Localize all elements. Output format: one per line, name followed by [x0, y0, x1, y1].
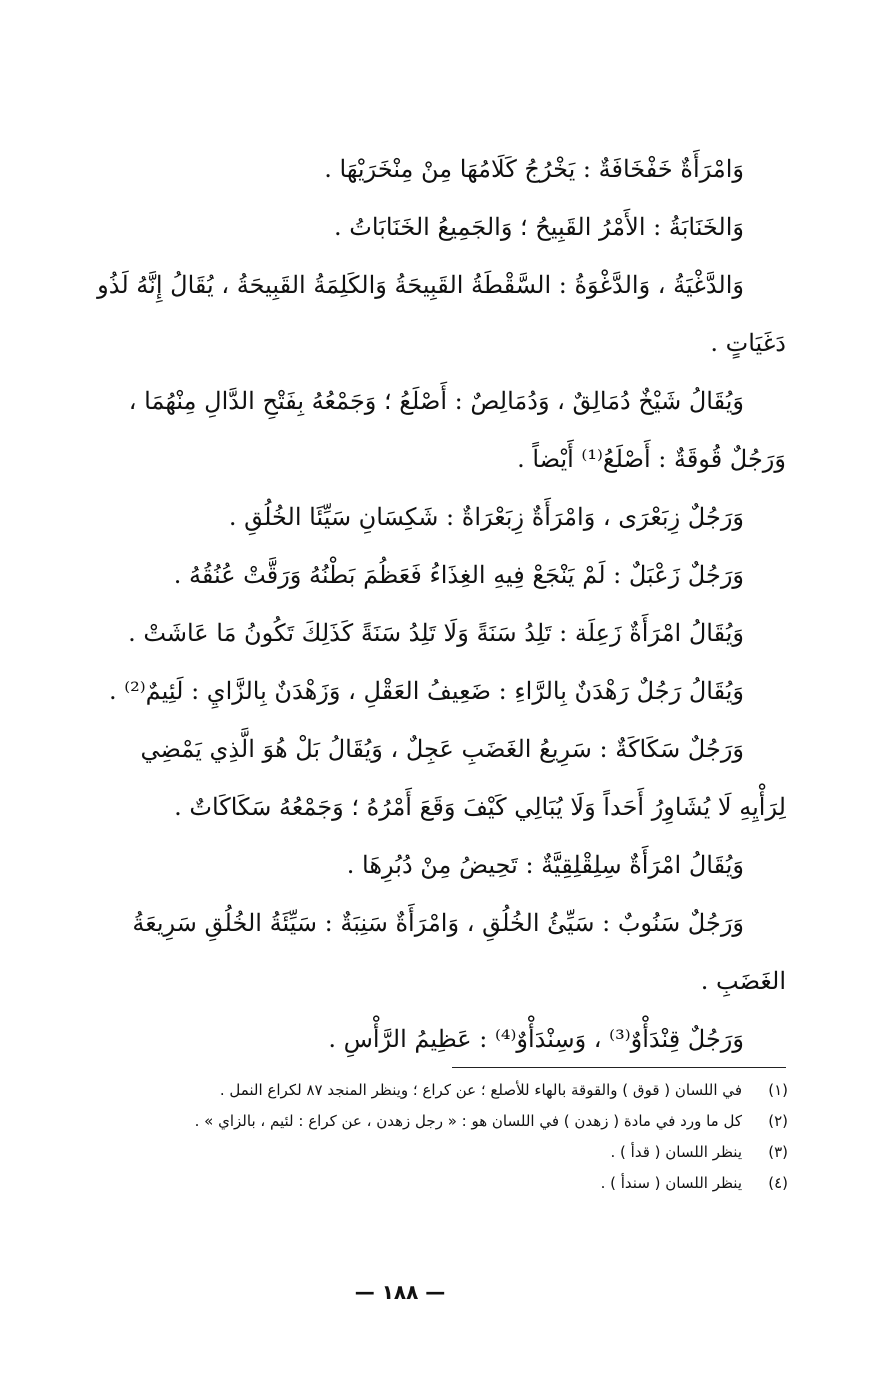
text-line	[44, 778, 786, 836]
text-line	[44, 488, 786, 546]
footnote-text: في اللسان ( قوق ) والقوقة بالهاء للأصلع ؛ عن كراع ؛ وينظر المنجد ٨٧ لكراع النمل .	[219, 1080, 742, 1099]
text-line	[44, 140, 786, 198]
line-text: لِرَأْيِهِ لَا يُشَاوِرُ أَحَداً وَلَا يُبَالِي كَيْفَ وَقَعَ أَمْرُهُ ؛ وَجَمْعُهُ سَكَاكَاتٌ .	[174, 792, 786, 821]
footnotes	[44, 1074, 788, 1198]
footnote-number: (١)	[768, 1080, 788, 1099]
footnote-number: (٣)	[768, 1142, 788, 1161]
line-text: وَرَجُلٌ زَعْبَلٌ : لَمْ يَنْجَعْ فِيهِ الغِذَاءُ فَعَظُمَ بَطْنُهُ وَرَقَّتْ عُنُقُهُ .	[173, 560, 744, 589]
line-text: وَيُقَالُ رَجُلٌ رَهْدَنٌ بِالرَّاءِ : ضَعِيفُ العَقْلِ ، وَزَهْدَنٌ بِالزَّايِ : لَئِيمٌ⁽²⁾ .	[109, 676, 744, 705]
line-text: وَرَجُلٌ قِنْدَأْوٌ⁽³⁾ ، وَسِنْدَأْوٌ⁽⁴⁾ : عَظِيمُ الرَّأْسِ .	[328, 1024, 744, 1053]
footnote-separator	[452, 1067, 786, 1068]
text-line	[44, 314, 786, 372]
text-line	[44, 952, 786, 1010]
footnote	[44, 1105, 788, 1136]
footnote	[44, 1167, 788, 1198]
footnote	[44, 1136, 788, 1167]
text-line	[44, 720, 786, 778]
line-text: وَالخَنَابَةُ : الأَمْرُ القَبِيحُ ؛ وَالجَمِيعُ الخَنَابَاتُ .	[333, 212, 744, 241]
footnote-number: (٢)	[768, 1111, 788, 1130]
line-text: وَرَجُلٌ سَكَاكَةٌ : سَرِيعُ الغَضَبِ عَجِلٌ ، وَيُقَالُ بَلْ هُوَ الَّذِي يَمْضِي	[140, 734, 744, 763]
footnote	[44, 1074, 788, 1105]
footnote-text: ينظر اللسان ( سندأ ) .	[600, 1173, 742, 1192]
text-line	[44, 604, 786, 662]
footnote-text: ينظر اللسان ( قدأ ) .	[610, 1142, 742, 1161]
text-line	[44, 198, 786, 256]
line-text: وَرَجُلٌ سَنُوبٌ : سَيِّئُ الخُلُقِ ، وَامْرَأَةٌ سَنِبَةٌ : سَيِّئَةُ الخُلُقِ سَرِيعَةُ	[132, 908, 744, 937]
line-text: وَرَجُلٌ قُوقَةٌ : أَصْلَعُ⁽¹⁾ أَيْضاً .	[517, 444, 786, 473]
line-text: وَامْرَأَةٌ خَفْخَافَةٌ : يَخْرُجُ كَلَامُهَا مِنْ مِنْخَرَيْهَا .	[324, 154, 744, 183]
line-text: وَيُقَالُ شَيْخٌ دُمَالِقٌ ، وَدُمَالِصٌ : أَصْلَعُ ؛ وَجَمْعُهُ بِفَتْحِ الدَّالِ مِنْهُمَا ،	[128, 386, 744, 415]
text-line	[44, 836, 786, 894]
footnote-number: (٤)	[768, 1173, 788, 1192]
text-line	[44, 256, 786, 314]
text-line	[44, 894, 786, 952]
text-line	[44, 546, 786, 604]
footnote-text: كل ما ورد في مادة ( زهدن ) في اللسان هو : « رجل زهدن ، عن كراع : لئيم ، بالزاي » .	[194, 1111, 742, 1130]
text-line	[44, 372, 786, 430]
body-text	[44, 140, 786, 1068]
text-line	[44, 1010, 786, 1068]
text-line	[44, 430, 786, 488]
page-number: — ١٨٨ —	[354, 1280, 446, 1304]
line-text: دَغَيَاتٍ .	[710, 328, 786, 357]
line-text: وَرَجُلٌ زِبَعْرَى ، وَامْرَأَةٌ زِبَعْرَاةٌ : شَكِسَانِ سَيِّئَا الخُلُقِ .	[228, 502, 744, 531]
line-text: وَالدَّغْيَةُ ، وَالدَّغْوَةُ : السَّقْطَةُ القَبِيحَةُ وَالكَلِمَةُ القَبِيحَةُ ، يُقَالُ إِنَّهُ لَذُو	[97, 270, 744, 299]
line-text: الغَضَبِ .	[700, 966, 786, 995]
line-text: وَيُقَالُ امْرَأَةٌ زَعِلَة : تَلِدُ سَنَةً وَلَا تَلِدُ سَنَةً كَذَلِكَ تَكُونُ مَا عَاشَتْ .	[128, 618, 744, 647]
text-line	[44, 662, 786, 720]
line-text: وَيُقَالُ امْرَأَةٌ سِلِقْلِقِيَّةٌ : تَحِيضُ مِنْ دُبُرِهَا .	[346, 850, 744, 879]
